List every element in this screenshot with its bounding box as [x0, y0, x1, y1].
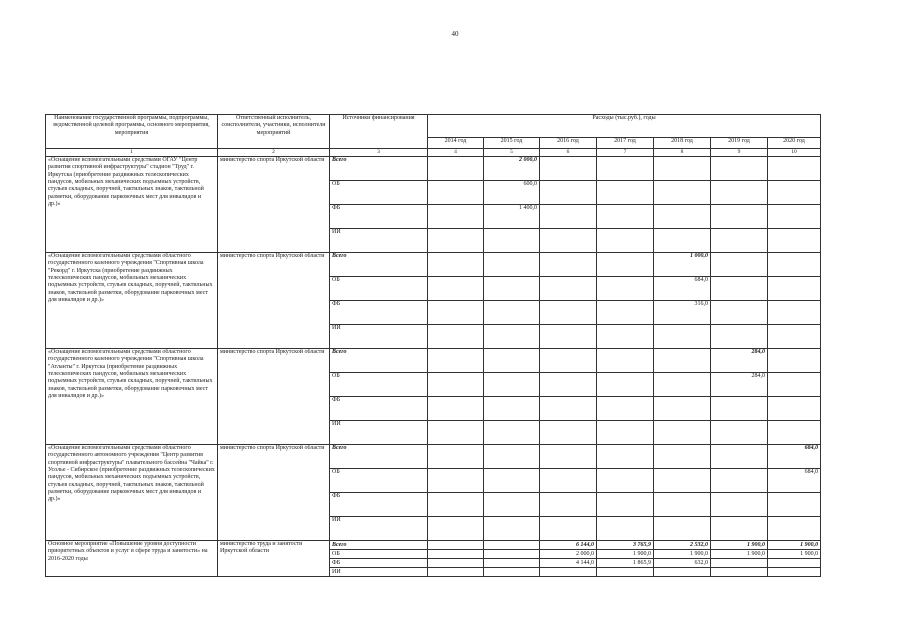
expense-cell — [597, 157, 654, 181]
expense-cell — [654, 397, 711, 421]
activity-name: «Оснащение вспомогательными средствами ОГАУ "Центр развития спортивной инфраструктуры" стадион "Труд" г. Иркутска (приобретение раздвижных телескопических пандусов, мобильных механических подъемных устройств, стульев складных, поручней, тактильных знаков, тактильной разметки, оборудование парковочных мест для инвалидов и др.)» — [46, 157, 218, 253]
funding-source: ОБ — [330, 373, 428, 397]
expense-cell — [540, 421, 597, 445]
expense-cell — [484, 229, 540, 253]
expense-cell — [540, 517, 597, 541]
expense-cell — [711, 229, 768, 253]
expense-cell — [711, 397, 768, 421]
expense-cell: 1 000,0 — [654, 253, 711, 277]
expense-cell — [484, 568, 540, 577]
responsible-executor: министерство спорта Иркутской области — [218, 253, 330, 349]
expense-cell — [428, 550, 484, 559]
expense-cell: 632,0 — [654, 559, 711, 568]
expense-cell — [711, 157, 768, 181]
expense-cell — [711, 181, 768, 205]
expense-cell — [484, 325, 540, 349]
expense-cell — [597, 181, 654, 205]
expense-cell: 1 400,0 — [484, 205, 540, 229]
expense-cell: 1 865,9 — [597, 559, 654, 568]
expense-cell — [540, 277, 597, 301]
column-number: 5 — [484, 149, 540, 157]
expense-cell — [597, 373, 654, 397]
expense-cell — [484, 541, 540, 550]
expense-cell — [711, 493, 768, 517]
expense-cell — [540, 325, 597, 349]
expense-cell — [540, 349, 597, 373]
expense-cell — [484, 277, 540, 301]
expense-cell — [428, 229, 484, 253]
expense-cell — [484, 445, 540, 469]
expense-cell — [654, 157, 711, 181]
expense-cell — [428, 373, 484, 397]
expense-cell — [654, 373, 711, 397]
expense-cell — [654, 469, 711, 493]
expense-cell — [654, 181, 711, 205]
expense-cell — [428, 568, 484, 577]
expense-cell: 316,0 — [654, 301, 711, 325]
expense-cell — [654, 349, 711, 373]
expense-cell — [768, 229, 821, 253]
expense-cell — [428, 469, 484, 493]
funding-source: ОБ — [330, 277, 428, 301]
column-number: 6 — [540, 149, 597, 157]
expense-cell — [711, 568, 768, 577]
funding-source: ФБ — [330, 205, 428, 229]
expense-cell — [540, 373, 597, 397]
expense-cell: 684,0 — [768, 445, 821, 469]
responsible-executor: министерство спорта Иркутской области — [218, 157, 330, 253]
expense-cell — [428, 397, 484, 421]
expense-cell — [768, 349, 821, 373]
expense-cell — [428, 541, 484, 550]
expense-cell: 284,0 — [711, 373, 768, 397]
header-program: Наименование государственной программы, подпрограммы, ведомственной целевой программы, основного мероприятия, мероприятия — [46, 115, 218, 149]
expense-cell — [597, 205, 654, 229]
expense-cell — [428, 325, 484, 349]
activity-name: «Оснащение вспомогательными средствами областного государственного автономного учреждения "Центр развития спортивной инфраструктуры" плавательного бассейна "Чайка" г. Усолье - Сибирское (приобретение раздвижных телескопических пандусов, мобильных механических подъемных устройств, стульев складных, поручней, тактильных знаков, тактильной разметки, оборудование парковочных мест для инвалидов и др.)» — [46, 445, 218, 541]
table-row — [46, 541, 821, 550]
expense-cell — [597, 325, 654, 349]
expense-cell — [484, 469, 540, 493]
expense-cell — [540, 229, 597, 253]
expense-cell: 1 900,0 — [768, 541, 821, 550]
expense-cell — [768, 517, 821, 541]
table-body — [46, 157, 821, 577]
expense-cell — [711, 277, 768, 301]
funding-source: Всего — [330, 253, 428, 277]
expense-cell — [711, 559, 768, 568]
funding-source: ИИ — [330, 517, 428, 541]
expense-cell — [428, 349, 484, 373]
funding-source: ИИ — [330, 421, 428, 445]
expense-cell — [428, 277, 484, 301]
column-number: 2 — [218, 149, 330, 157]
expense-cell: 6 144,0 — [540, 541, 597, 550]
column-number: 9 — [711, 149, 768, 157]
expense-cell: 4 144,0 — [540, 559, 597, 568]
expense-cell — [484, 373, 540, 397]
expense-cell — [428, 493, 484, 517]
expense-cell — [428, 559, 484, 568]
expense-cell — [768, 373, 821, 397]
expense-cell — [540, 493, 597, 517]
expense-cell — [654, 493, 711, 517]
expense-cell — [540, 205, 597, 229]
table-row — [46, 157, 821, 181]
expense-cell — [484, 517, 540, 541]
expense-cell: 684,0 — [654, 277, 711, 301]
expense-cell — [428, 421, 484, 445]
expense-cell — [768, 205, 821, 229]
funding-source: Всего — [330, 349, 428, 373]
page-number: 40 — [451, 30, 459, 38]
expense-cell — [540, 397, 597, 421]
expense-cell — [428, 301, 484, 325]
expense-cell: 2 000,0 — [540, 550, 597, 559]
column-number: 8 — [654, 149, 711, 157]
funding-source: ФБ — [330, 559, 428, 568]
expense-cell — [768, 181, 821, 205]
expense-cell: 2 532,0 — [654, 541, 711, 550]
expense-cell — [597, 349, 654, 373]
header-sources: Источники финансирования — [330, 115, 428, 149]
expense-cell: 1 900,0 — [654, 550, 711, 559]
table-row — [46, 253, 821, 277]
expense-cell — [540, 568, 597, 577]
expense-cell — [597, 397, 654, 421]
header-year: 2014 год — [428, 138, 484, 149]
expense-cell — [428, 157, 484, 181]
expense-cell — [711, 253, 768, 277]
expense-cell — [597, 253, 654, 277]
expense-cell: 2 000,0 — [484, 157, 540, 181]
expense-cell — [711, 421, 768, 445]
responsible-executor: министерство спорта Иркутской области — [218, 445, 330, 541]
expense-cell — [540, 253, 597, 277]
expense-cell: 1 900,0 — [711, 550, 768, 559]
funding-source: ИИ — [330, 229, 428, 253]
funding-source: ФБ — [330, 493, 428, 517]
expense-cell — [768, 568, 821, 577]
expense-cell — [711, 205, 768, 229]
budget-table — [45, 114, 821, 577]
expense-cell: 1 900,0 — [768, 550, 821, 559]
expense-cell — [711, 469, 768, 493]
expense-cell — [484, 559, 540, 568]
expense-cell — [654, 229, 711, 253]
funding-source: Всего — [330, 445, 428, 469]
expense-cell — [768, 421, 821, 445]
expense-cell — [654, 325, 711, 349]
header-year: 2019 год — [711, 138, 768, 149]
funding-source: ИИ — [330, 325, 428, 349]
funding-source: ОБ — [330, 469, 428, 493]
column-number: 7 — [597, 149, 654, 157]
expense-cell — [768, 397, 821, 421]
funding-source: ИИ — [330, 568, 428, 577]
header-year: 2016 год — [540, 138, 597, 149]
expense-cell — [428, 205, 484, 229]
funding-source: ОБ — [330, 550, 428, 559]
expense-cell — [428, 517, 484, 541]
header-year: 2018 год — [654, 138, 711, 149]
column-number: 1 — [46, 149, 218, 157]
expense-cell — [540, 469, 597, 493]
funding-source: ФБ — [330, 301, 428, 325]
column-number: 4 — [428, 149, 484, 157]
expense-cell — [768, 157, 821, 181]
expense-cell — [597, 277, 654, 301]
expense-cell — [768, 325, 821, 349]
expense-cell — [540, 157, 597, 181]
expense-cell: 1 900,0 — [597, 550, 654, 559]
header-expenses: Расходы (тыс.руб.), годы — [428, 115, 821, 138]
expense-cell — [597, 229, 654, 253]
expense-cell — [484, 550, 540, 559]
expense-cell — [654, 421, 711, 445]
expense-cell — [428, 181, 484, 205]
expense-cell — [484, 253, 540, 277]
expense-cell — [597, 421, 654, 445]
expense-cell — [484, 397, 540, 421]
expense-cell: 3 765,9 — [597, 541, 654, 550]
column-number: 10 — [768, 149, 821, 157]
expense-cell — [428, 253, 484, 277]
header-year: 2015 год — [484, 138, 540, 149]
expense-cell: 1 900,0 — [711, 541, 768, 550]
funding-source: Всего — [330, 541, 428, 550]
header-year: 2020 год — [768, 138, 821, 149]
expense-cell — [484, 421, 540, 445]
expense-cell — [768, 277, 821, 301]
header-responsible: Ответственный исполнитель, соисполнители, участники, исполнители мероприятий — [218, 115, 330, 149]
table-row — [46, 349, 821, 373]
expense-cell — [654, 517, 711, 541]
expense-cell — [484, 349, 540, 373]
expense-cell — [768, 559, 821, 568]
expense-cell — [597, 568, 654, 577]
expense-cell — [711, 301, 768, 325]
expense-cell — [597, 493, 654, 517]
expense-cell — [597, 517, 654, 541]
table-row — [46, 445, 821, 469]
expense-cell — [484, 301, 540, 325]
funding-source: ФБ — [330, 397, 428, 421]
funding-source: ОБ — [330, 181, 428, 205]
expense-cell — [768, 493, 821, 517]
activity-name: Основное мероприятие «Повышение уровня доступности приоритетных объектов и услуг в сфере труда и занятости» на 2016-2020 годы — [46, 541, 218, 577]
expense-cell — [540, 181, 597, 205]
expense-cell — [484, 493, 540, 517]
activity-name: «Оснащение вспомогательными средствами областного государственного казенного учреждения "Спортивная школа "Атланты" г. Иркутска (приобретение раздвижных телескопических пандусов, мобильных механических подъемных устройств, стульев складных, поручней, тактильных знаков, тактильной разметки, оборудование парковочных мест для инвалидов и др.)» — [46, 349, 218, 445]
expense-cell: 284,0 — [711, 349, 768, 373]
expense-cell — [711, 517, 768, 541]
expense-cell: 600,0 — [484, 181, 540, 205]
expense-cell — [768, 253, 821, 277]
activity-name: «Оснащение вспомогательными средствами областного государственного казенного учреждения "Спортивная школа "Рекорд" г. Иркутска (приобретение раздвижных телескопических пандусов, мобильных механических подъемных устройств, стульев складных, поручней, тактильных знаков, тактильной разметки, оборудование парковочных мест для инвалидов и др.)» — [46, 253, 218, 349]
expense-cell — [711, 325, 768, 349]
funding-source: Всего — [330, 157, 428, 181]
expense-cell — [654, 205, 711, 229]
header-year: 2017 год — [597, 138, 654, 149]
expense-cell — [597, 445, 654, 469]
expense-cell — [597, 301, 654, 325]
expense-cell — [597, 469, 654, 493]
expense-cell — [540, 445, 597, 469]
expense-cell — [654, 445, 711, 469]
expense-cell — [540, 301, 597, 325]
expense-cell: 684,0 — [768, 469, 821, 493]
responsible-executor: министерство труда и занятости Иркутской области — [218, 541, 330, 577]
column-number: 3 — [330, 149, 428, 157]
expense-cell — [711, 445, 768, 469]
responsible-executor: министерство спорта Иркутской области — [218, 349, 330, 445]
expense-cell — [768, 301, 821, 325]
expense-cell — [654, 568, 711, 577]
expense-cell — [428, 445, 484, 469]
